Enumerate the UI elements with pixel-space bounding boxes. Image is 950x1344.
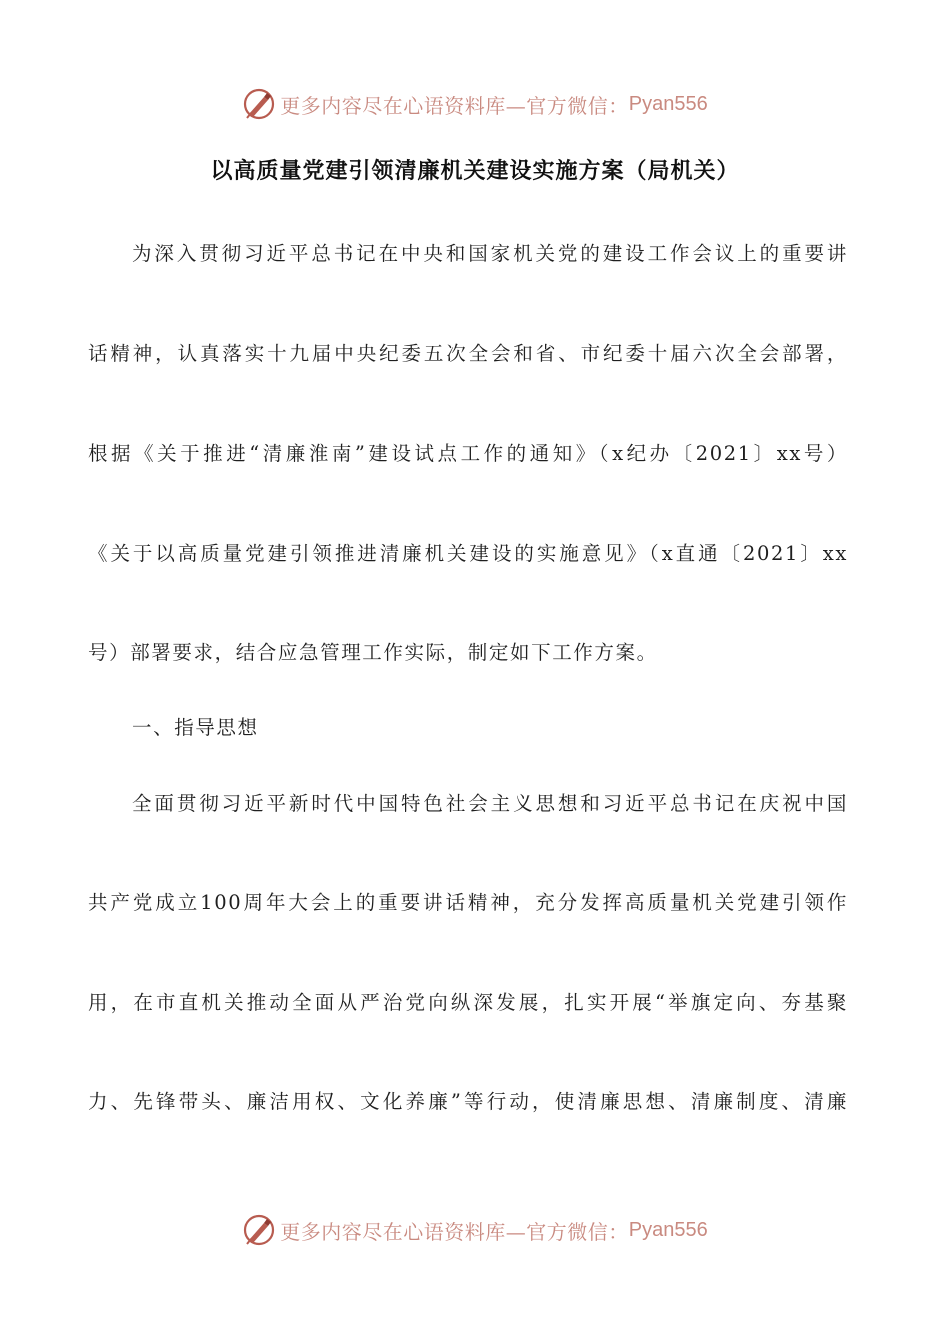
pen-logo-icon xyxy=(242,87,276,121)
paragraph-line: 全面贯彻习近平新时代中国特色社会主义思想和习近平总书记在庆祝中国 xyxy=(132,792,848,815)
watermark-text: 更多内容尽在心语资料库—官方微信： xyxy=(280,93,629,118)
section-heading: 一、指导思想 xyxy=(132,716,259,739)
pen-logo-icon xyxy=(242,1213,276,1247)
top-watermark xyxy=(0,84,950,124)
paragraph-line: 话精神，认真落实十九届中央纪委五次全会和省、市纪委十届六次全会部署， xyxy=(88,342,848,365)
paragraph-line: 《关于以高质量党建引领推进清廉机关建设的实施意见》（x直通〔2021〕xx xyxy=(88,542,848,565)
paragraph-line: 共产党成立100周年大会上的重要讲话精神，充分发挥高质量机关党建引领作 xyxy=(88,891,848,914)
watermark-handle: Pyan556 xyxy=(628,1218,708,1241)
watermark-handle: Pyan556 xyxy=(628,92,708,115)
paragraph-line: 为深入贯彻习近平总书记在中央和国家机关党的建设工作会议上的重要讲 xyxy=(132,242,848,265)
paragraph-line: 力、先锋带头、廉洁用权、文化养廉”等行动，使清廉思想、清廉制度、清廉 xyxy=(88,1090,848,1113)
paragraph-line: 用，在市直机关推动全面从严治党向纵深发展，扎实开展“举旗定向、夯基聚 xyxy=(88,991,848,1014)
bottom-watermark xyxy=(0,1210,950,1250)
document-title: 以高质量党建引领清廉机关建设实施方案（局机关） xyxy=(210,159,740,184)
paragraph-line: 号）部署要求，结合应急管理工作实际，制定如下工作方案。 xyxy=(88,641,658,664)
paragraph-line: 根据《关于推进“清廉淮南”建设试点工作的通知》（x纪办〔2021〕xx号） xyxy=(88,442,848,465)
watermark-text: 更多内容尽在心语资料库—官方微信： xyxy=(280,1219,629,1244)
